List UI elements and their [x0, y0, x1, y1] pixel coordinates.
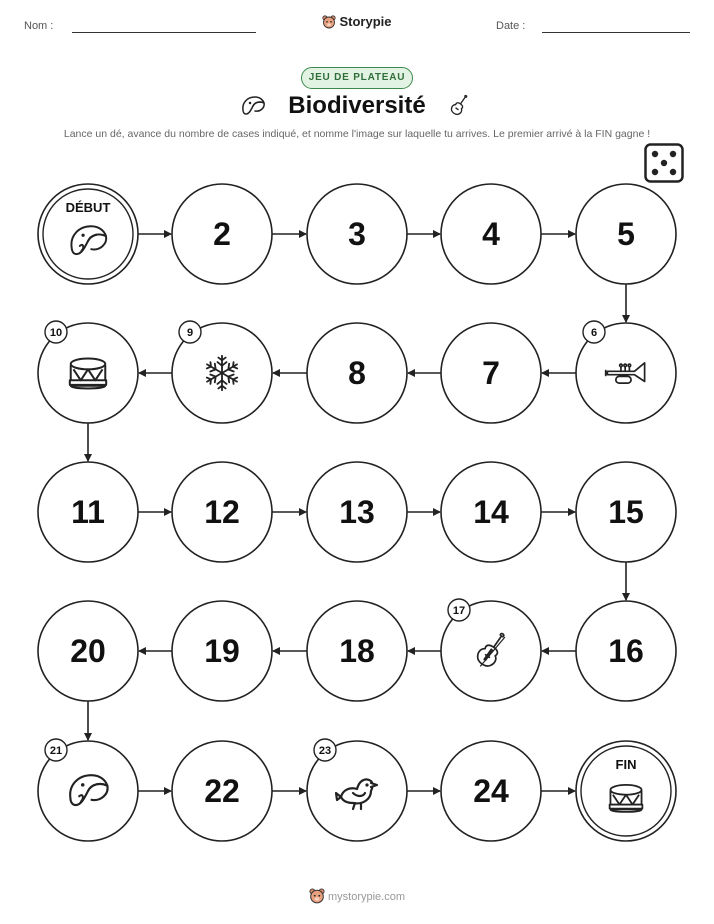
board-cell-23[interactable]: [307, 739, 407, 841]
board-cell-25[interactable]: [576, 741, 676, 841]
board-cell-8[interactable]: [307, 323, 407, 423]
board-cell-18[interactable]: [307, 601, 407, 701]
page-title: Biodiversité: [288, 92, 426, 119]
drum-icon: [70, 358, 106, 388]
cell-number: 6: [590, 327, 598, 339]
cell-number: 21: [49, 745, 63, 757]
board-cell-14[interactable]: [441, 462, 541, 562]
cell-number: 7: [482, 355, 500, 391]
board-cell-12[interactable]: [172, 462, 272, 562]
cell-number: 11: [71, 494, 105, 530]
cell-number: 17: [452, 605, 466, 617]
cell-number: 9: [186, 327, 194, 339]
cell-number: 12: [204, 494, 240, 530]
finish-label: FIN: [615, 757, 637, 772]
cell-number: 16: [608, 633, 644, 669]
cell-number: 22: [204, 773, 240, 809]
board-cell-24[interactable]: [441, 741, 541, 841]
board-cell-20[interactable]: [38, 601, 138, 701]
brand-name: Storypie: [339, 14, 392, 29]
cell-number: 24: [473, 773, 509, 809]
board-cell-5[interactable]: [576, 184, 676, 284]
footer-site: mystorypie.com: [327, 891, 406, 903]
board-cell-22[interactable]: [172, 741, 272, 841]
board-cell-9[interactable]: [172, 321, 272, 423]
cell-number: 3: [348, 216, 366, 252]
drum-icon: [610, 785, 643, 812]
board-cell-21[interactable]: [38, 739, 138, 841]
cell-number: 19: [204, 633, 240, 669]
bear-icon: [309, 888, 325, 907]
cell-number: 4: [482, 216, 500, 252]
board-cell-15[interactable]: [576, 462, 676, 562]
board-cell-6[interactable]: [576, 321, 676, 423]
cell-number: 15: [608, 494, 644, 530]
date-label: Date :: [496, 20, 526, 32]
footer: [0, 888, 714, 907]
board-cell-1[interactable]: [38, 184, 138, 284]
board-cell-7[interactable]: [441, 323, 541, 423]
game-type-badge: JEU DE PLATEAU: [301, 67, 413, 89]
board-cell-10[interactable]: [38, 321, 138, 423]
cell-number: 20: [70, 633, 106, 669]
cell-number: 14: [473, 494, 509, 530]
board-cells: [38, 184, 676, 841]
cell-number: 18: [339, 633, 375, 669]
cell-number: 8: [348, 355, 366, 391]
cell-number: 2: [213, 216, 231, 252]
name-label: Nom :: [24, 20, 54, 32]
board-cell-4[interactable]: [441, 184, 541, 284]
cell-number: 13: [339, 494, 375, 530]
instructions: Lance un dé, avance du nombre de cases indiqué, et nomme l'image sur laquelle tu arrives. Le premier arrivé à la FIN gagne !: [63, 128, 651, 140]
cell-number: 10: [49, 327, 63, 339]
board-cell-19[interactable]: [172, 601, 272, 701]
board-cell-2[interactable]: [172, 184, 272, 284]
board-cell-17[interactable]: [441, 599, 541, 701]
cell-number: 23: [318, 745, 332, 757]
board-cell-13[interactable]: [307, 462, 407, 562]
cell-number: 5: [617, 216, 635, 252]
start-label: DÉBUT: [65, 200, 111, 215]
board-cell-16[interactable]: [576, 601, 676, 701]
board-cell-11[interactable]: [38, 462, 138, 562]
board-cell-3[interactable]: [307, 184, 407, 284]
